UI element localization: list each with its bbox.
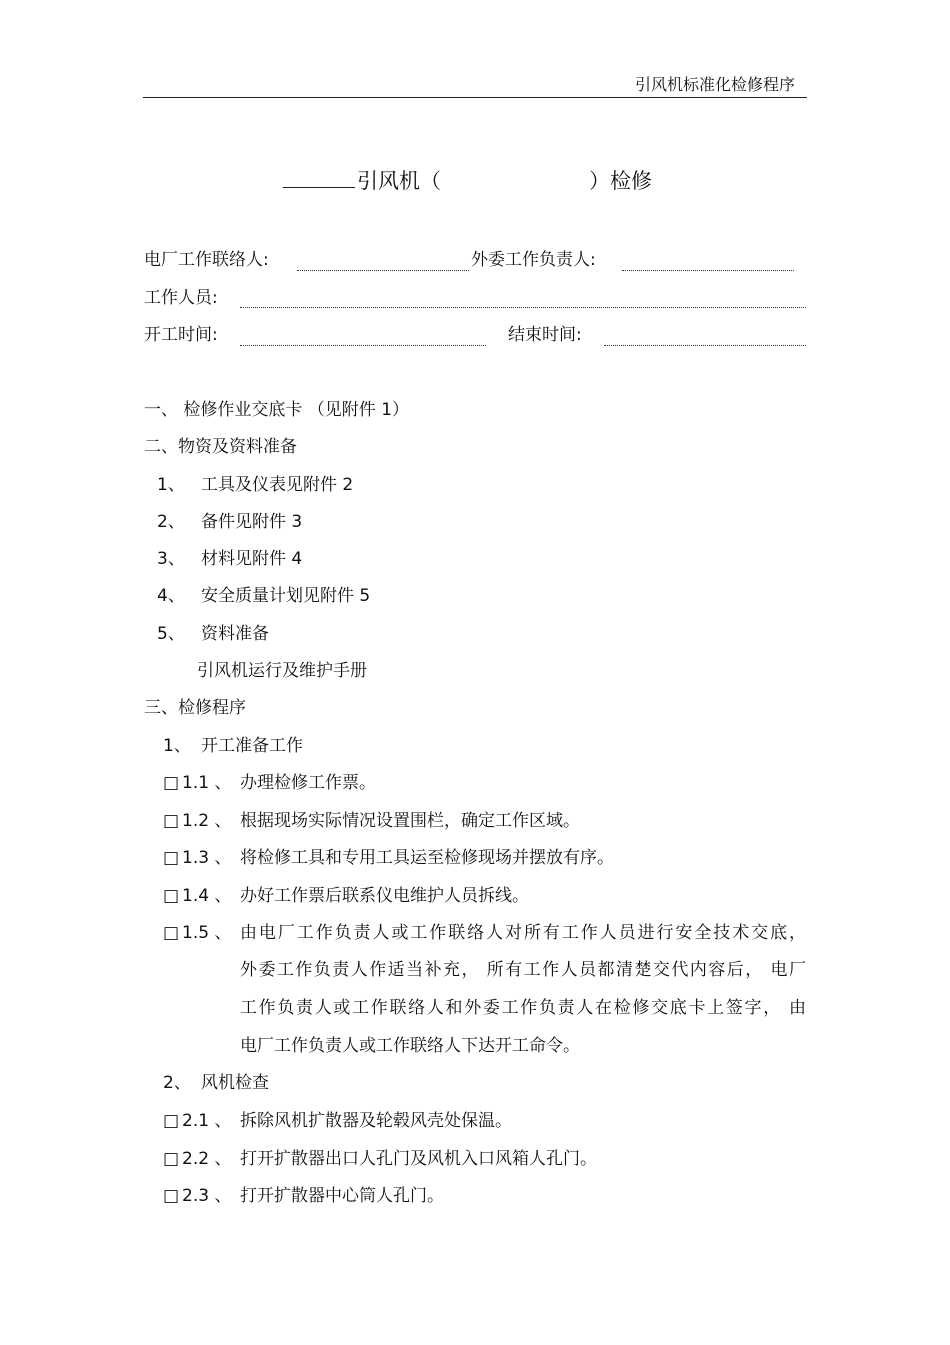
- step-text: 拆除风机扩散器及轮毂风壳处保温。: [240, 1111, 512, 1131]
- section-3-heading: 三、检修程序: [144, 698, 246, 718]
- step-checkbox[interactable]: □: [163, 811, 180, 831]
- list-item-num: 4、: [157, 586, 185, 606]
- step-number: 1.5 、: [182, 923, 232, 943]
- list-item-num: 1、: [157, 475, 185, 495]
- list-item-num: 3、: [157, 549, 185, 569]
- step-number: 1.1 、: [182, 773, 232, 793]
- step-text: 将检修工具和专用工具运至检修现场并摆放有序。: [240, 848, 614, 868]
- step-number: 2.3 、: [182, 1186, 232, 1206]
- list-item: 备件见附件 3: [201, 512, 303, 532]
- step-checkbox[interactable]: □: [163, 1186, 180, 1206]
- step-checkbox[interactable]: □: [163, 773, 180, 793]
- external-lead-field[interactable]: [622, 270, 794, 271]
- manual-reference: 引风机运行及维护手册: [197, 661, 367, 681]
- step-checkbox[interactable]: □: [163, 1111, 180, 1131]
- contact-field[interactable]: [297, 270, 469, 271]
- end-time-label: 结束时间:: [508, 325, 582, 345]
- page-title: [283, 167, 652, 194]
- step-text-line: 工作负责人或工作联络人和外委工作负责人在检修交底卡上签字， 由: [240, 998, 806, 1018]
- contact-label: 电厂工作联络人:: [144, 250, 269, 270]
- step-text: 办好工作票后联系仪电维护人员拆线。: [240, 886, 529, 906]
- list-item: 安全质量计划见附件 5: [201, 586, 371, 606]
- subsection-num: 1、: [163, 736, 191, 756]
- step-text-line: 外委工作负责人作适当补充， 所有工作人员都清楚交代内容后， 电厂: [240, 960, 806, 980]
- external-lead-label: 外委工作负责人:: [471, 250, 596, 270]
- section-1-heading: 一、 检修作业交底卡 （见附件 1）: [144, 400, 410, 420]
- step-text: 根据现场实际情况设置围栏，确定工作区域。: [240, 811, 580, 831]
- step-text-line: 电厂工作负责人或工作联络人下达开工命令。: [240, 1036, 580, 1056]
- staff-label: 工作人员:: [144, 288, 218, 308]
- step-checkbox[interactable]: □: [163, 848, 180, 868]
- step-text: 打开扩散器出口人孔门及风机入口风箱人孔门。: [240, 1149, 597, 1169]
- list-item: 资料准备: [201, 624, 269, 644]
- list-item: 工具及仪表见附件 2: [201, 475, 354, 495]
- step-number: 2.2 、: [182, 1149, 232, 1169]
- title-suffix: ）检修: [589, 169, 652, 193]
- list-item-num: 2、: [157, 512, 185, 532]
- step-checkbox[interactable]: □: [163, 923, 180, 943]
- start-time-field[interactable]: [240, 345, 486, 346]
- step-text-line: 由电厂工作负责人或工作联络人对所有工作人员进行安全技术交底，: [240, 923, 806, 943]
- subsection-title: 风机检查: [201, 1073, 269, 1093]
- list-item: 材料见附件 4: [201, 549, 303, 569]
- section-2-heading: 二、物资及资料准备: [144, 437, 297, 457]
- step-number: 1.4 、: [182, 886, 232, 906]
- step-number: 2.1 、: [182, 1111, 232, 1131]
- step-text: 打开扩散器中心筒人孔门。: [240, 1186, 444, 1206]
- subsection-num: 2、: [163, 1073, 191, 1093]
- running-header: 引风机标准化检修程序: [634, 75, 795, 94]
- title-blank-line: [283, 167, 355, 188]
- step-checkbox[interactable]: □: [163, 886, 180, 906]
- start-time-label: 开工时间:: [144, 325, 218, 345]
- step-text: 办理检修工作票。: [240, 773, 376, 793]
- title-prefix: 引风机（: [357, 169, 441, 193]
- step-checkbox[interactable]: □: [163, 1149, 180, 1169]
- staff-field[interactable]: [240, 307, 806, 308]
- step-number: 1.3 、: [182, 848, 232, 868]
- list-item-num: 5、: [157, 624, 185, 644]
- subsection-title: 开工准备工作: [201, 736, 303, 756]
- header-rule: [143, 97, 807, 98]
- step-number: 1.2 、: [182, 811, 232, 831]
- end-time-field[interactable]: [604, 345, 806, 346]
